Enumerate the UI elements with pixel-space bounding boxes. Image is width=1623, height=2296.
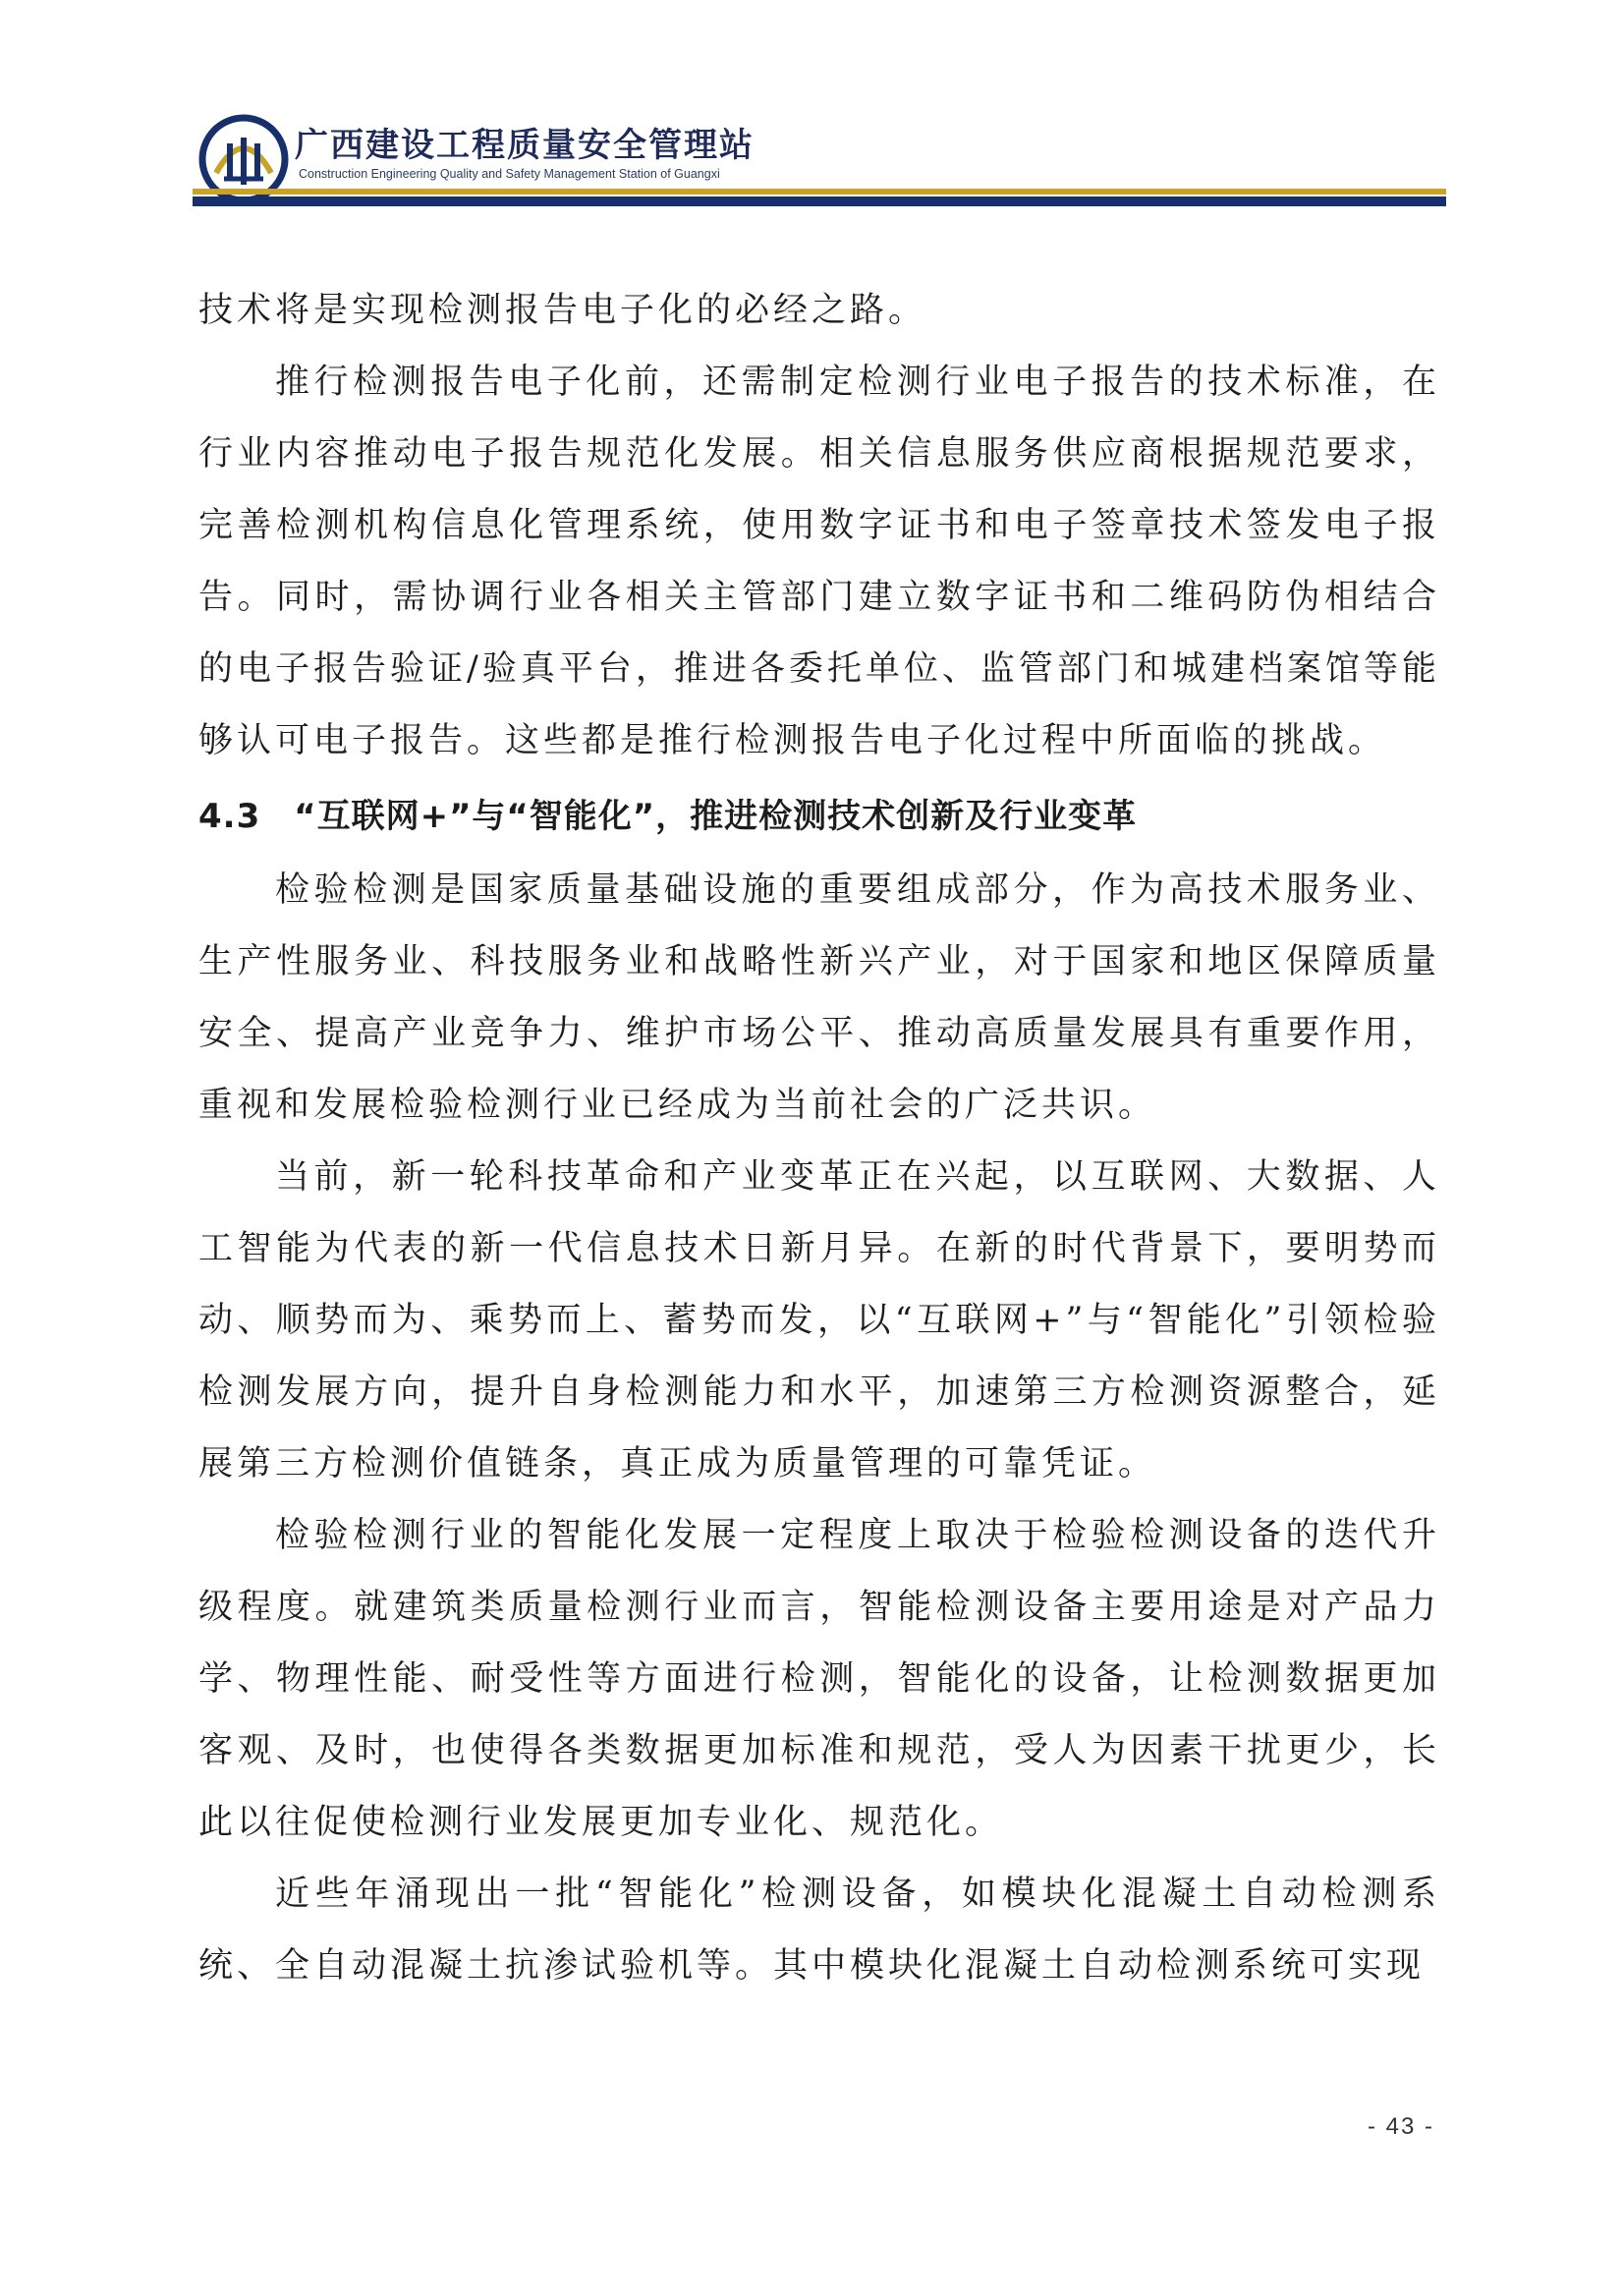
page-number: - 43 -	[1367, 2113, 1434, 2140]
paragraph: 当前，新一轮科技革命和产业变革正在兴起，以互联网、大数据、人工智能为代表的新一代信息技术日新月异。在新的时代背景下，要明势而动、顺势而为、乘势而上、蓄势而发，以“互联网+”与“智能化”引领检验检测发展方向，提升自身检测能力和水平，加速第三方检测资源整合，延展第三方检测价值链条，真正成为质量管理的可靠凭证。	[198, 1157, 1440, 1484]
section-number: 4.3	[198, 797, 261, 836]
paragraph: 近些年涌现出一批“智能化”检测设备，如模块化混凝土自动检测系统、全自动混凝土抗渗试验机等。其中模块化混凝土自动检测系统可实现	[198, 1875, 1440, 1986]
paragraph: 检验检测行业的智能化发展一定程度上取决于检验检测设备的迭代升级程度。就建筑类质量检测行业而言，智能检测设备主要用途是对产品力学、物理性能、耐受性等方面进行检测，智能化的设备，让检测数据更加客观、及时，也使得各类数据更加标准和规范，受人为因素干扰更少，长此以往促使检测行业发展更加专业化、规范化。	[198, 1516, 1440, 1842]
header-rule-navy	[193, 196, 1446, 206]
organization-name-en: Construction Engineering Quality and Safety Management Station of Guangxi	[299, 167, 720, 181]
page-header	[193, 108, 1446, 206]
header-rule-gold	[193, 189, 1446, 195]
section-title: “互联网+”与“智能化”，推进检测技术创新及行业变革	[294, 797, 1138, 836]
paragraph: 技术将是实现检测报告电子化的必经之路。	[198, 291, 927, 330]
organization-name-cn: 广西建设工程质量安全管理站	[295, 126, 755, 165]
page-body	[198, 275, 1440, 2002]
paragraph: 检验检测是国家质量基础设施的重要组成部分，作为高技术服务业、生产性服务业、科技服务业和战略性新兴产业，对于国家和地区保障质量安全、提高产业竞争力、维护市场公平、推动高质量发展具有重要作用，重视和发展检验检测行业已经成为当前社会的广泛共识。	[198, 870, 1440, 1125]
section-heading	[198, 781, 1440, 853]
paragraph: 推行检测报告电子化前，还需制定检测行业电子报告的技术标准，在行业内容推动电子报告规范化发展。相关信息服务供应商根据规范要求，完善检测机构信息化管理系统，使用数字证书和电子签章技术签发电子报告。同时，需协调行业各相关主管部门建立数字证书和二维码防伪相结合的电子报告验证/验真平台，推进各委托单位、监管部门和城建档案馆等能够认可电子报告。这些都是推行检测报告电子化过程中所面临的挑战。	[198, 363, 1440, 760]
